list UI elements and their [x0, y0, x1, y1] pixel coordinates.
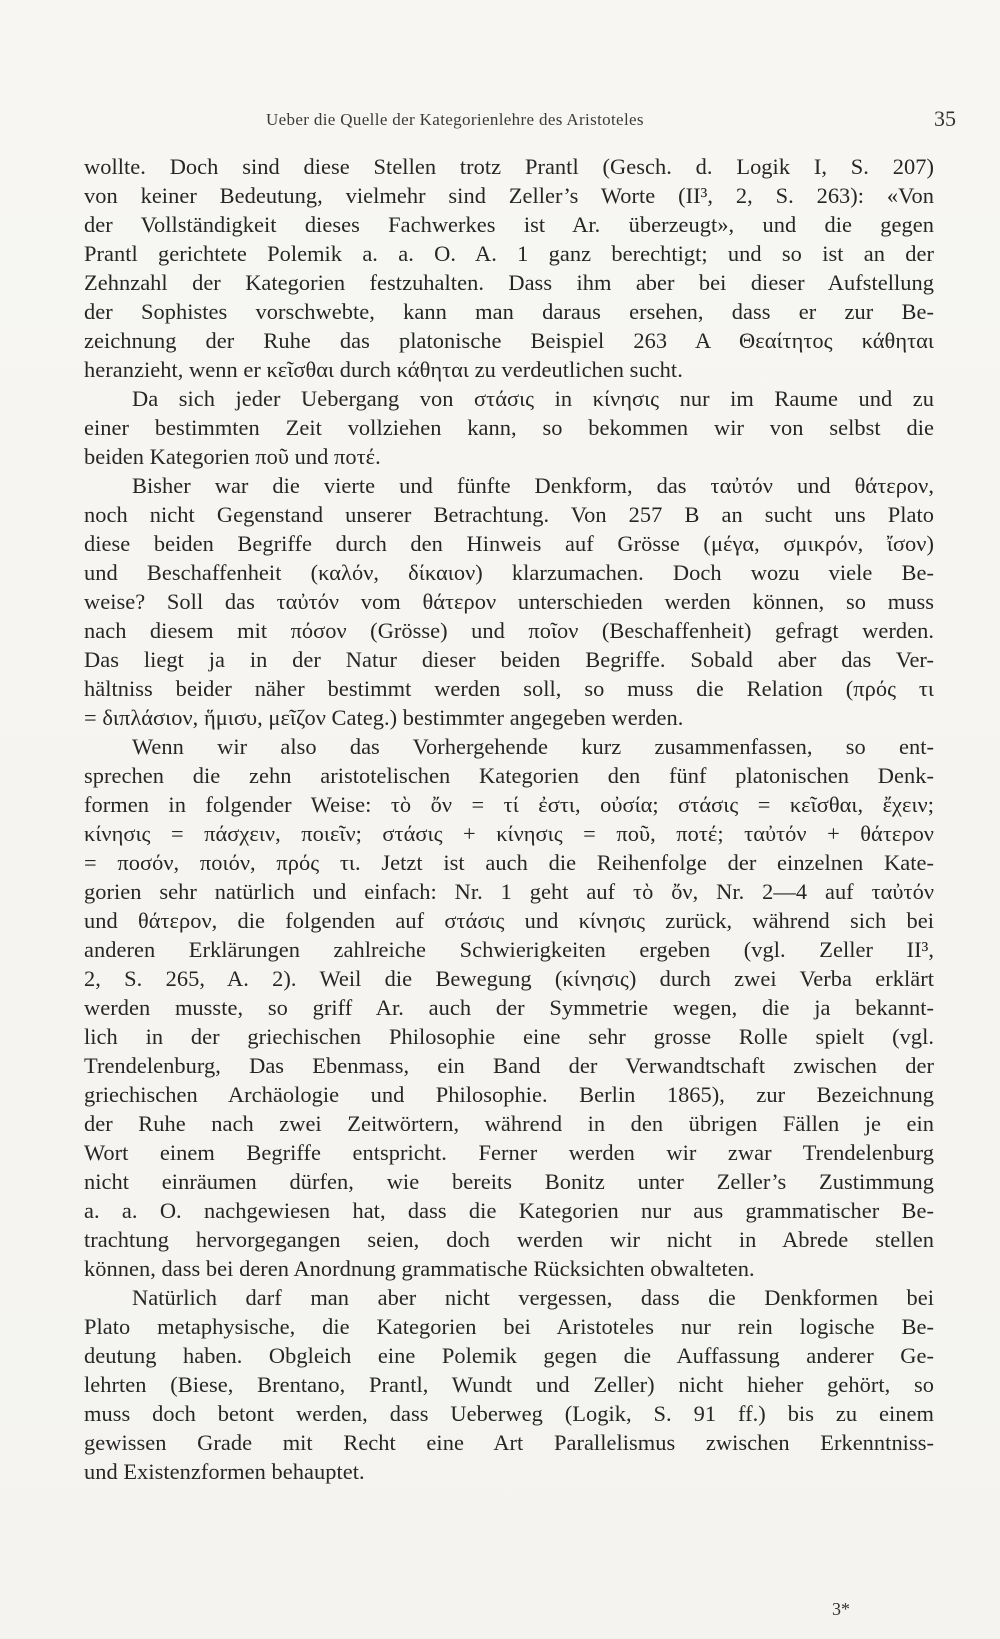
text-line: der Sophistes vorschwebte, kann man daraus ersehen, dass er zur Be-	[84, 299, 934, 324]
text-line: einer bestimmten Zeit vollziehen kann, so bekommen wir von selbst die	[84, 415, 934, 440]
text-line: trachtung hervorgegangen seien, doch werden wir nicht in Abrede stellen	[84, 1227, 934, 1252]
text-line: sprechen die zehn aristotelischen Kategorien den fünf platonischen Denk-	[84, 763, 934, 788]
text-line: lich in der griechischen Philosophie eine sehr grosse Rolle spielt (vgl.	[84, 1024, 934, 1049]
text-line: anderen Erklärungen zahlreiche Schwierigkeiten ergeben (vgl. Zeller II³,	[84, 937, 934, 962]
text-line: gorien sehr natürlich und einfach: Nr. 1 geht auf τὸ ὄν, Nr. 2—4 auf ταὐτόν	[84, 879, 934, 904]
text-line: Bisher war die vierte und fünfte Denkform, das ταὐτόν und θάτερον,	[132, 473, 934, 498]
text-line: können, dass bei deren Anordnung grammatische Rücksichten obwalteten.	[84, 1256, 755, 1281]
text-line: lehrten (Biese, Brentano, Prantl, Wundt und Zeller) nicht hieher gehört, so	[84, 1372, 934, 1397]
text-line: Natürlich darf man aber nicht vergessen, dass die Denkformen bei	[132, 1285, 934, 1310]
text-line: werden musste, so griff Ar. auch der Symmetrie wegen, die ja bekannt-	[84, 995, 934, 1020]
page-number: 35	[934, 106, 956, 131]
text-line: formen in folgender Weise: τὸ ὄν = τί ἐστι, οὐσία; στάσις = κεῖσθαι, ἔχειν;	[84, 792, 934, 817]
text-line: κίνησις = πάσχειν, ποιεῖν; στάσις + κίνησις = ποῦ, ποτέ; ταὐτόν + θάτερον	[84, 821, 934, 846]
text-line: beiden Kategorien ποῦ und ποτέ.	[84, 444, 381, 469]
text-line: heranzieht, wenn er κεῖσθαι durch κάθηται zu verdeutlichen sucht.	[84, 357, 683, 382]
text-line: weise? Soll das ταὐτόν vom θάτερον unterschieden werden können, so muss	[84, 589, 934, 614]
signature-mark: 3*	[832, 1599, 850, 1619]
text-line: noch nicht Gegenstand unserer Betrachtung. Von 257 B an sucht uns Plato	[84, 502, 934, 527]
text-line: Wort einem Begriffe entspricht. Ferner werden wir zwar Trendelenburg	[84, 1140, 934, 1165]
text-line: griechischen Archäologie und Philosophie. Berlin 1865), zur Bezeichnung	[84, 1082, 934, 1107]
text-line: 2, S. 265, A. 2). Weil die Bewegung (κίνησις) durch zwei Verba erklärt	[84, 966, 934, 991]
text-line: muss doch betont werden, dass Ueberweg (Logik, S. 91 ff.) bis zu einem	[84, 1401, 934, 1426]
text-line: und θάτερον, die folgenden auf στάσις und κίνησις zurück, während sich bei	[84, 908, 934, 933]
text-line: und Beschaffenheit (καλόν, δίκαιον) klarzumachen. Doch wozu viele Be-	[84, 560, 934, 585]
text-line: Prantl gerichtete Polemik a. a. O. A. 1 ganz berechtigt; und so ist an der	[84, 241, 934, 266]
text-line: deutung haben. Obgleich eine Polemik gegen die Auffassung anderer Ge-	[84, 1343, 934, 1368]
text-line: Da sich jeder Uebergang von στάσις in κίνησις nur im Raume und zu	[132, 386, 934, 411]
text-line: = ποσόν, ποιόν, πρός τι. Jetzt ist auch die Reihenfolge der einzelnen Kate-	[84, 850, 934, 875]
text-line: der Vollständigkeit dieses Fachwerkes ist Ar. überzeugt», und die gegen	[84, 212, 934, 237]
text-line: nach diesem mit πόσον (Grösse) und ποῖον (Beschaffenheit) gefragt werden.	[84, 618, 934, 643]
text-line: Das liegt ja in der Natur dieser beiden Begriffe. Sobald aber das Ver-	[84, 647, 934, 672]
text-line: a. a. O. nachgewiesen hat, dass die Kategorien nur aus grammatischer Be-	[84, 1198, 934, 1223]
text-line: nicht einräumen dürfen, wie bereits Bonitz unter Zeller’s Zustimmung	[84, 1169, 934, 1194]
text-line: Trendelenburg, Das Ebenmass, ein Band der Verwandtschaft zwischen der	[84, 1053, 934, 1078]
text-line: diese beiden Begriffe durch den Hinweis auf Grösse (μέγα, σμικρόν, ἴσον)	[84, 531, 934, 556]
text-line: zeichnung der Ruhe das platonische Beispiel 263 A Θεαίτητος κάθηται	[84, 328, 934, 353]
text-line: gewissen Grade mit Recht eine Art Parallelismus zwischen Erkenntniss-	[84, 1430, 934, 1455]
text-line: hältniss beider näher bestimmt werden soll, so muss die Relation (πρός τι	[84, 676, 934, 701]
text-line: Wenn wir also das Vorhergehende kurz zusammenfassen, so ent-	[132, 734, 934, 759]
text-line: der Ruhe nach zwei Zeitwörtern, während in den übrigen Fällen je ein	[84, 1111, 934, 1136]
running-title: Ueber die Quelle der Kategorienlehre des Aristoteles	[266, 110, 644, 129]
text-line: von keiner Bedeutung, vielmehr sind Zeller’s Worte (II³, 2, S. 263): «Von	[84, 183, 934, 208]
text-line: wollte. Doch sind diese Stellen trotz Prantl (Gesch. d. Logik I, S. 207)	[84, 154, 934, 179]
text-line: Plato metaphysische, die Kategorien bei Aristoteles nur rein logische Be-	[84, 1314, 934, 1339]
text-line: Zehnzahl der Kategorien festzuhalten. Dass ihm aber bei dieser Aufstellung	[84, 270, 934, 295]
text-line: und Existenzformen behauptet.	[84, 1459, 365, 1484]
text-line: = διπλάσιον, ἥμισυ, μεῖζον Categ.) bestimmter angegeben werden.	[84, 705, 684, 730]
